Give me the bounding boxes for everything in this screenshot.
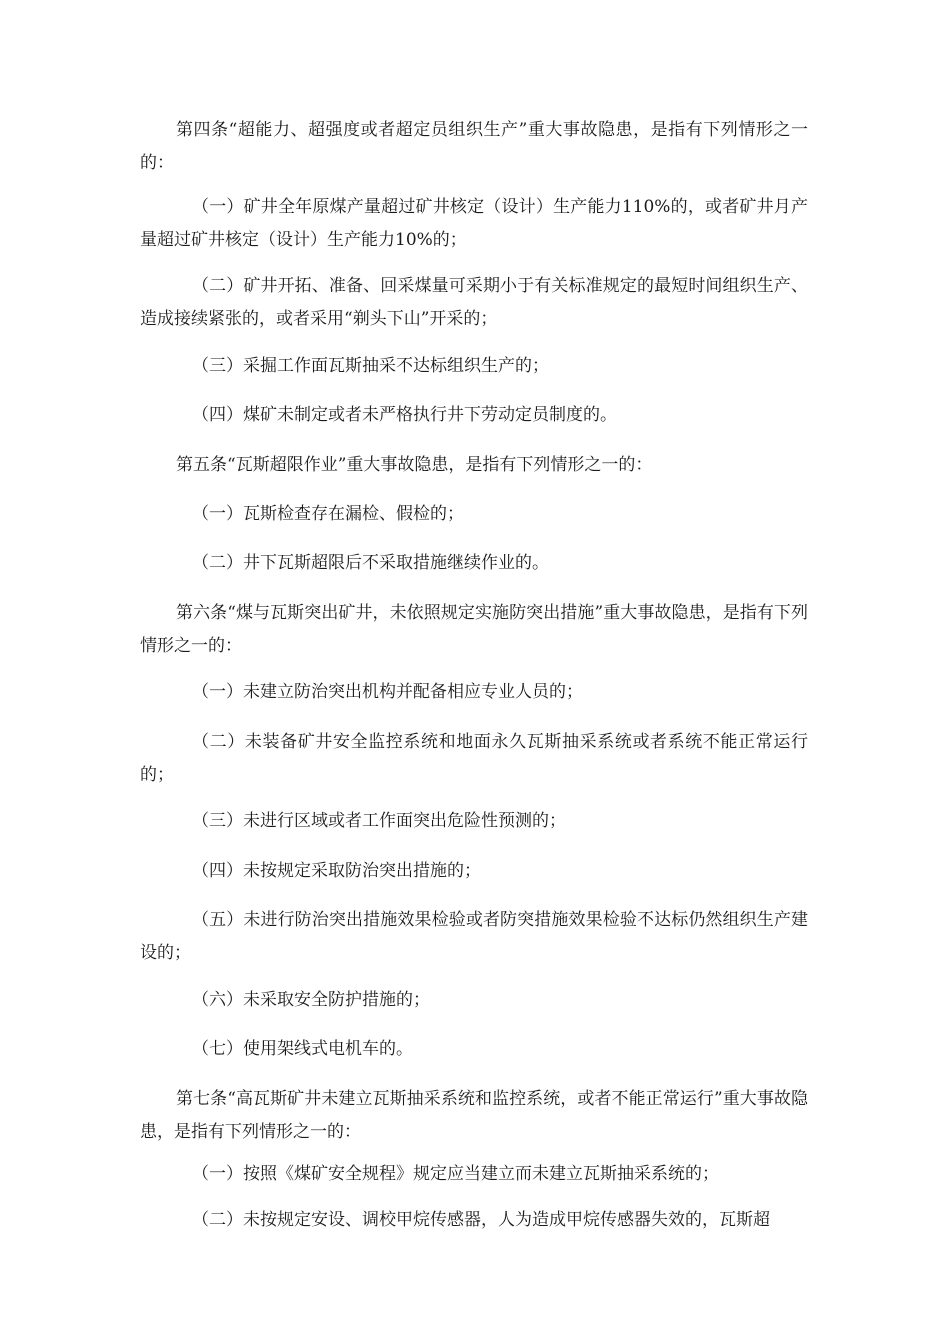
list-item: （三）未进行区域或者工作面突出危险性预测的； [192, 811, 566, 831]
list-item: （一）瓦斯检查存在漏检、假检的； [192, 504, 464, 524]
list-item: （二）未装备矿井安全监控系统和地面永久瓦斯抽采系统或者系统不能正常运行的； [140, 732, 808, 785]
list-item: （六）未采取安全防护措施的； [192, 990, 430, 1010]
list-item: （一）矿井全年原煤产量超过矿井核定（设计）生产能力110%的，或者矿井月产量超过矿井核定（设计）生产能力10%的； [140, 197, 808, 250]
list-item: （一）按照《煤矿安全规程》规定应当建立而未建立瓦斯抽采系统的； [192, 1164, 719, 1184]
list-item: （五）未进行防治突出措施效果检验或者防突措施效果检验不达标仍然组织生产建设的； [140, 910, 808, 963]
article-7-heading: 第七条“高瓦斯矿井未建立瓦斯抽采系统和监控系统，或者不能正常运行”重大事故隐患，是指有下列情形之一的： [140, 1089, 808, 1142]
list-item: （四）未按规定采取防治突出措施的； [192, 861, 481, 881]
article-4-heading: 第四条“超能力、超强度或者超定员组织生产”重大事故隐患，是指有下列情形之一的： [140, 120, 808, 173]
list-item: （一）未建立防治突出机构并配备相应专业人员的； [192, 682, 583, 702]
list-item: （三）采掘工作面瓦斯抽采不达标组织生产的； [192, 356, 549, 376]
list-item: （二）未按规定安设、调校甲烷传感器，人为造成甲烷传感器失效的，瓦斯超 [192, 1210, 770, 1230]
list-item: （四）煤矿未制定或者未严格执行井下劳动定员制度的。 [192, 405, 617, 425]
article-5-heading: 第五条“瓦斯超限作业”重大事故隐患，是指有下列情形之一的： [176, 455, 653, 475]
list-item: （二）矿井开拓、准备、回采煤量可采期小于有关标准规定的最短时间组织生产、造成接续紧张的，或者采用“剃头下山”开采的； [140, 276, 808, 329]
article-6-heading: 第六条“煤与瓦斯突出矿井，未依照规定实施防突出措施”重大事故隐患，是指有下列情形之一的： [140, 603, 808, 656]
list-item: （二）井下瓦斯超限后不采取措施继续作业的。 [192, 553, 549, 573]
list-item: （七）使用架线式电机车的。 [192, 1039, 413, 1059]
